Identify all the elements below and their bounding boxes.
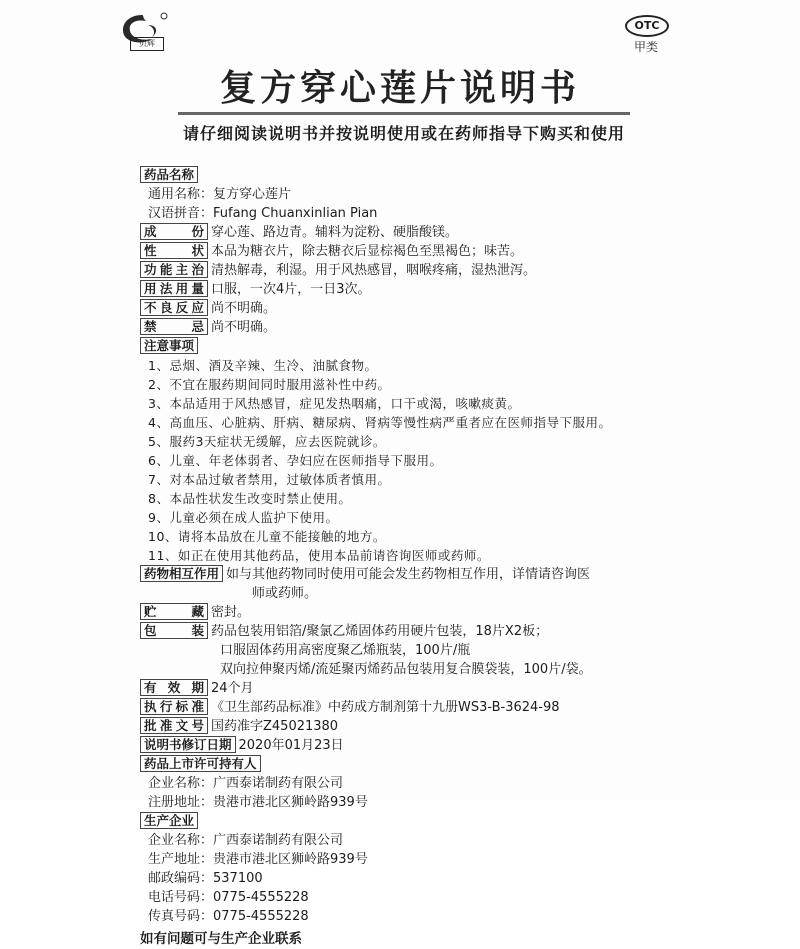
precaution-item: 2、不宜在服药期间同时服用滋补性中药。 — [148, 377, 391, 392]
manufacturer-postcode: 邮政编码：537100 — [148, 871, 263, 886]
appearance-label: 性 状 — [140, 242, 208, 259]
contraindications-label: 禁 忌 — [140, 318, 208, 335]
title-divider — [178, 112, 630, 115]
indications-value: 清热解毒，利湿。用于风热感冒，咽喉疼痛，湿热泄泻。 — [211, 263, 537, 278]
precaution-item: 4、高血压、心脏病、肝病、糖尿病、肾病等慢性病严重者应在医师指导下服用。 — [148, 415, 612, 430]
manufacturer-phone: 电话号码：0775-4555228 — [148, 890, 309, 905]
mah-company: 企业名称：广西泰诺制药有限公司 — [148, 776, 344, 791]
logo-wordmark: 贝辉 — [130, 37, 164, 51]
page-subtitle: 请仔细阅读说明书并按说明使用或在药师指导下购买和使用 — [182, 124, 625, 143]
precaution-item: 11、如正在使用其他药品，使用本品前请咨询医师或药师。 — [148, 548, 490, 563]
interactions-label: 药物相互作用 — [140, 565, 223, 582]
approval-label: 批准文号 — [140, 717, 208, 734]
validity-label: 有 效 期 — [140, 679, 208, 696]
packaging-value-2: 口服固体药用高密度聚乙烯瓶装，100片/瓶 — [220, 643, 471, 658]
pinyin-name: 汉语拼音：Fufang Chuanxinlian Pian — [148, 206, 378, 221]
revision-label: 说明书修订日期 — [140, 736, 236, 753]
mah-address: 注册地址：贵港市港北区狮岭路939号 — [148, 795, 368, 810]
adverse-value: 尚不明确。 — [211, 301, 277, 316]
packaging-value-3: 双向拉伸聚丙烯/流延聚丙烯药品包装用复合膜袋装，100片/袋。 — [220, 662, 592, 677]
packaging-value: 药品包装用铝箔/聚氯乙烯固体药用硬片包装，18片X2板； — [211, 624, 549, 639]
adverse-label: 不良反应 — [140, 299, 208, 316]
packaging-label: 包 装 — [140, 622, 208, 639]
precaution-item: 6、儿童、年老体弱者、孕妇应在医师指导下服用。 — [148, 453, 443, 468]
validity-value: 24个月 — [211, 681, 254, 696]
revision-value: 2020年01月23日 — [238, 738, 344, 753]
precaution-item: 9、儿童必须在成人监护下使用。 — [148, 510, 339, 525]
leaflet-content — [140, 166, 680, 949]
storage-label: 贮 藏 — [140, 603, 208, 620]
contact-note: 如有问题可与生产企业联系 — [140, 931, 302, 947]
page-title: 复方穿心莲片说明书 — [219, 68, 580, 109]
ingredients-value: 穿心莲、路边青。辅料为淀粉、硬脂酸镁。 — [211, 225, 459, 240]
generic-name: 通用名称：复方穿心莲片 — [148, 187, 292, 202]
precautions-label: 注意事项 — [140, 337, 198, 354]
approval-value: 国药准字Z45021380 — [211, 719, 339, 734]
indications-label: 功能主治 — [140, 261, 208, 278]
interactions-value: 如与其他药物同时使用可能会发生药物相互作用，详情请咨询医 — [226, 567, 591, 582]
ingredients-label: 成 份 — [140, 223, 208, 240]
interactions-value-cont: 师或药师。 — [252, 586, 318, 601]
precaution-item: 10、请将本品放在儿童不能接触的地方。 — [148, 529, 386, 544]
storage-value: 密封。 — [211, 605, 251, 620]
precaution-item: 5、服药3天症状无缓解，应去医院就诊。 — [148, 434, 386, 449]
precaution-item: 8、本品性状发生改变时禁止使用。 — [148, 491, 352, 506]
contraindications-value: 尚不明确。 — [211, 320, 277, 335]
manufacturer-address: 生产地址：贵港市港北区狮岭路939号 — [148, 852, 368, 867]
manufacturer-company: 企业名称：广西泰诺制药有限公司 — [148, 833, 344, 848]
drug-name-label: 药品名称 — [140, 166, 198, 183]
mah-label: 药品上市许可持有人 — [140, 755, 261, 772]
appearance-value: 本品为糖衣片，除去糖衣后显棕褐色至黑褐色；味苦。 — [211, 244, 524, 259]
manufacturer-fax: 传真号码：0775-4555228 — [148, 909, 309, 924]
standard-label: 执行标准 — [140, 698, 208, 715]
precaution-item: 3、本品适用于风热感冒，症见发热咽痛，口干或渴，咳嗽痰黄。 — [148, 396, 521, 411]
precaution-item: 7、对本品过敏者禁用，过敏体质者慎用。 — [148, 472, 391, 487]
manufacturer-label: 生产企业 — [140, 812, 198, 829]
precaution-item: 1、忌烟、酒及辛辣、生冷、油腻食物。 — [148, 358, 378, 373]
dosage-value: 口服，一次4片，一日3次。 — [211, 282, 371, 297]
dosage-label: 用法用量 — [140, 280, 208, 297]
otc-badge: OTC — [625, 15, 669, 37]
otc-class-label: 甲类 — [634, 40, 659, 54]
standard-value: 《卫生部药品标准》中药成方制剂第十九册WS3-B-3624-98 — [211, 700, 560, 715]
